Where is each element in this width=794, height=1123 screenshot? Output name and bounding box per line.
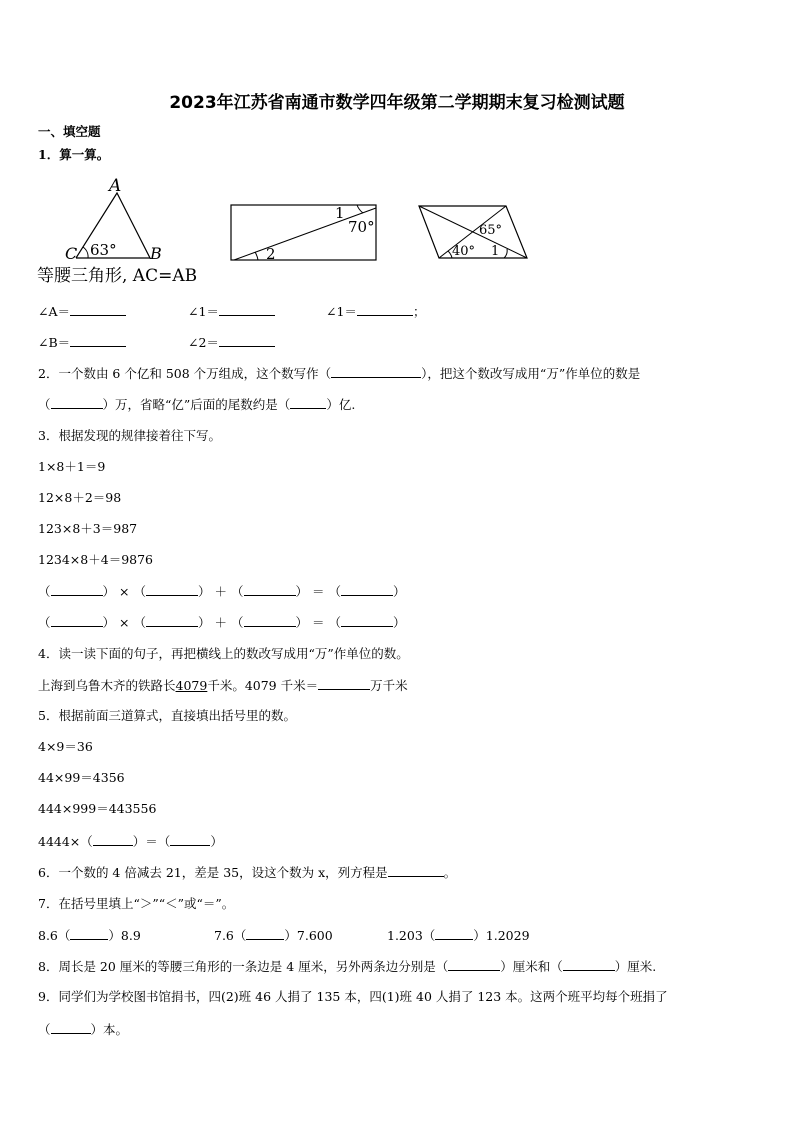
blank-q8-a[interactable] (448, 958, 500, 971)
angle-63-label: 63° (90, 241, 117, 259)
angle-c-arc (83, 247, 88, 258)
q7-compare-2: 7.6（ ）7.600 (214, 928, 333, 943)
blank-q2-wan[interactable] (51, 396, 103, 409)
q7-text: 7．在括号里填上“＞”“＜”或“＝”。 (38, 896, 235, 911)
q8-text-b: ）厘米和（ (500, 959, 563, 974)
vertex-b-label: B (150, 244, 162, 263)
angle-2-arc (255, 252, 258, 260)
angle-1-label-a: ∠1＝ (188, 304, 219, 319)
blank-q5-b[interactable] (170, 833, 210, 846)
blank-q7-1[interactable] (70, 927, 108, 940)
angle-70-arc (357, 205, 363, 213)
semicolon: ； (412, 304, 426, 319)
blank-angle-a[interactable] (70, 303, 126, 316)
triangle-caption: 等腰三角形, AC=AB (37, 266, 198, 286)
angle-1-label-b: ∠1＝ (326, 304, 357, 319)
q8-text-a: 8．周长是 20 厘米的等腰三角形的一条边是 4 厘米，另外两条边分别是（ (38, 959, 449, 974)
q3-text: 3．根据发现的规律接着往下写。 (38, 428, 221, 443)
q2-text-c: （ (38, 397, 51, 412)
blank-q2-yi[interactable] (290, 396, 326, 409)
q5-eq-3: 444×999＝443556 (38, 801, 157, 816)
blank-q3-r1-a[interactable] (51, 583, 103, 596)
angle-1-label: 1 (491, 244, 500, 259)
q8-text-c: ）厘米. (614, 959, 657, 974)
isosceles-triangle-figure (37, 172, 220, 290)
q7-compare-3: 1.203（ ）1.2029 (387, 928, 530, 943)
q2-text-b: ），把这个数改写成用“万”作单位的数是 (421, 366, 641, 381)
blank-q8-b[interactable] (563, 958, 615, 971)
q2-text-a: 2．一个数由 6 个亿和 508 个万组成，这个数写作（ (38, 366, 332, 381)
vertex-a-label: A (109, 176, 122, 196)
q4-line2 (38, 677, 408, 694)
angle-a-label: ∠A＝ (38, 304, 71, 319)
q3-eq-2: 12×8＋2＝98 (38, 490, 122, 505)
q4-underlined-number: 4079 (175, 678, 208, 693)
q2-text-d: ）万，省略“亿”后面的尾数约是（ (102, 397, 291, 412)
blank-q3-r2-a[interactable] (51, 614, 103, 627)
parallelogram-figure (415, 204, 535, 264)
blank-angle-2[interactable] (219, 334, 275, 347)
q5-eq-1: 4×9＝36 (38, 739, 93, 754)
q4-text: 4．读一读下面的句子，再把横线上的数改写成用“万”作单位的数。 (38, 646, 409, 661)
blank-angle-b[interactable] (70, 334, 126, 347)
q1-row2-a (38, 334, 126, 351)
angle-2-label-text: ∠2＝ (188, 335, 219, 350)
q6-text: 6．一个数的 4 倍减去 21，差是 35，设这个数为 x，列方程是 (38, 865, 388, 880)
q1-row1-c (326, 303, 425, 320)
q3-eq-4: 1234×8＋4＝9876 (38, 552, 154, 567)
q1-row1-b (188, 303, 275, 320)
blank-q3-r1-b[interactable] (146, 583, 198, 596)
q5-text: 5．根据前面三道算式，直接填出括号里的数。 (38, 708, 296, 723)
blank-angle-1-b[interactable] (357, 303, 413, 316)
angle-65-label: 65° (479, 223, 503, 238)
blank-q3-r1-c[interactable] (244, 583, 296, 596)
blank-q7-3[interactable] (435, 927, 473, 940)
q5-answer: 4444×（ ）＝（ ） (38, 834, 223, 849)
q2-line2 (38, 396, 355, 413)
q4-text-a: 上海到乌鲁木齐的铁路长 (38, 678, 176, 693)
blank-q3-r2-d[interactable] (341, 614, 393, 627)
blank-q2-number[interactable] (331, 365, 421, 378)
q4-text-c: 万千米 (370, 678, 408, 693)
q9-line2: （ ）本。 (38, 1022, 129, 1037)
angle-1-arc (504, 249, 507, 258)
blank-q4[interactable] (318, 677, 370, 690)
q8-line (38, 958, 656, 975)
blank-q3-r1-d[interactable] (341, 583, 393, 596)
vertex-c-label: C (65, 244, 78, 263)
q3-eq-3: 123×8＋3＝987 (38, 521, 138, 536)
q3-eq-1: 1×8＋1＝9 (38, 459, 106, 474)
angle-1-label: 1 (335, 204, 345, 222)
q5-eq-2: 44×99＝4356 (38, 770, 125, 785)
section-heading: 一、填空题 (38, 124, 101, 139)
q2-line1 (38, 365, 640, 382)
blank-q6[interactable] (388, 864, 444, 877)
q3-answer-row-2: （ ） × （ ） ＋ （ ） ＝ （ ） (38, 615, 406, 630)
q9-line1: 9．同学们为学校图书馆捐书，四(2)班 46 人捐了 135 本，四(1)班 40 人捐了 123 本。这两个班平均每个班捐了 (38, 989, 668, 1004)
angle-70-label: 70° (348, 218, 375, 236)
angle-40-label: 40° (452, 244, 476, 259)
angle-b-label: ∠B＝ (38, 335, 71, 350)
q1-row2-b (188, 334, 275, 351)
blank-q5-a[interactable] (93, 833, 133, 846)
page-title: 2023年江苏省南通市数学四年级第二学期期末复习检测试题 (169, 93, 625, 113)
q7-compare-1: 8.6（ ）8.9 (38, 928, 141, 943)
q6-line: 6．一个数的 4 倍减去 21，差是 35，设这个数为 x，列方程是 。 (38, 865, 457, 880)
q2-text-e: ）亿. (326, 397, 356, 412)
q3-answer-row-1: （ ） × （ ） ＋ （ ） ＝ （ ） (38, 584, 406, 599)
angle-2-label: 2 (266, 245, 276, 263)
q1-text: 1．算一算。 (38, 147, 110, 162)
q1-row1-a (38, 303, 126, 320)
blank-q3-r2-c[interactable] (244, 614, 296, 627)
blank-angle-1-a[interactable] (219, 303, 275, 316)
rectangle-figure (230, 204, 380, 264)
blank-q7-2[interactable] (246, 927, 284, 940)
blank-q9[interactable] (51, 1021, 91, 1034)
blank-q3-r2-b[interactable] (146, 614, 198, 627)
q4-text-b: 千米。4079 千米＝ (207, 678, 319, 693)
